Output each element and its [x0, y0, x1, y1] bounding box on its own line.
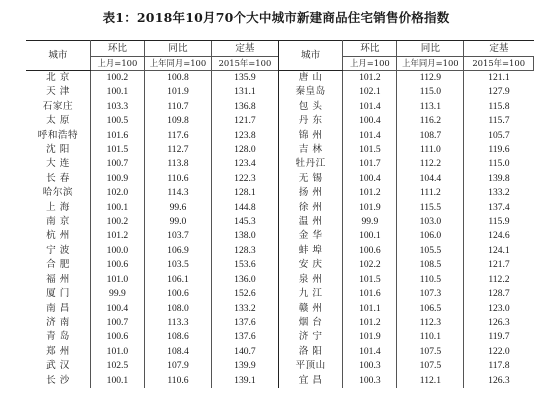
- huanbi-cell: 101.5: [343, 143, 397, 157]
- tongbi-base-left: 上年同月=100: [144, 57, 211, 71]
- tongbi-cell: 108.0: [144, 302, 211, 316]
- tongbi-cell: 112.2: [397, 157, 464, 171]
- table-row: [26, 316, 534, 330]
- huanbi-cell: 101.9: [343, 330, 397, 344]
- dingji-cell: 122.0: [464, 345, 534, 359]
- huanbi-cell: 100.3: [343, 374, 397, 388]
- city-cell: 赣 州: [278, 302, 342, 316]
- city-cell: 烟 台: [278, 316, 342, 330]
- table-row: [26, 186, 534, 200]
- table-row: [26, 302, 534, 316]
- dingji-cell: 122.3: [211, 172, 278, 186]
- table-row: [26, 229, 534, 243]
- dingji-cell: 145.3: [211, 215, 278, 229]
- table-body: [26, 71, 534, 388]
- tongbi-cell: 115.5: [397, 201, 464, 215]
- tongbi-cell: 112.1: [397, 374, 464, 388]
- huanbi-cell: 101.0: [90, 345, 144, 359]
- tongbi-cell: 101.9: [144, 85, 211, 99]
- tongbi-cell: 110.6: [144, 374, 211, 388]
- dingji-base-right: 2015年=100: [464, 57, 534, 71]
- city-cell: 上 海: [26, 201, 90, 215]
- tongbi-cell: 111.0: [397, 143, 464, 157]
- tongbi-base-right: 上年同月=100: [397, 57, 464, 71]
- city-cell: 泉 州: [278, 273, 342, 287]
- city-cell: 哈尔滨: [26, 186, 90, 200]
- huanbi-cell: 101.4: [343, 100, 397, 114]
- dingji-base-left: 2015年=100: [211, 57, 278, 71]
- tongbi-cell: 112.7: [144, 143, 211, 157]
- huanbi-base-right: 上月=100: [343, 57, 397, 71]
- dingji-cell: 128.7: [464, 287, 534, 301]
- huanbi-cell: 100.0: [90, 244, 144, 258]
- tongbi-cell: 106.5: [397, 302, 464, 316]
- table-row: [26, 273, 534, 287]
- table-row: [26, 71, 534, 86]
- tongbi-cell: 113.3: [144, 316, 211, 330]
- tongbi-cell: 113.8: [144, 157, 211, 171]
- city-cell: 呼和浩特: [26, 129, 90, 143]
- tongbi-cell: 112.3: [397, 316, 464, 330]
- dingji-cell: 138.0: [211, 229, 278, 243]
- huanbi-cell: 101.2: [90, 229, 144, 243]
- tongbi-cell: 99.6: [144, 201, 211, 215]
- table-row: [26, 100, 534, 114]
- dingji-cell: 128.1: [211, 186, 278, 200]
- tongbi-cell: 107.5: [397, 359, 464, 373]
- city-cell: 北 京: [26, 71, 90, 86]
- tongbi-cell: 107.9: [144, 359, 211, 373]
- table-header: [26, 41, 534, 71]
- city-cell: 天 津: [26, 85, 90, 99]
- huanbi-cell: 102.0: [90, 186, 144, 200]
- tongbi-cell: 108.5: [397, 258, 464, 272]
- dingji-cell: 137.6: [211, 330, 278, 344]
- huanbi-cell: 100.1: [343, 229, 397, 243]
- table-row: [26, 129, 534, 143]
- table-row: [26, 287, 534, 301]
- tongbi-cell: 100.6: [144, 287, 211, 301]
- dingji-cell: 123.0: [464, 302, 534, 316]
- huanbi-cell: 101.2: [343, 316, 397, 330]
- huanbi-cell: 100.4: [343, 114, 397, 128]
- huanbi-cell: 100.4: [90, 302, 144, 316]
- dingji-cell: 144.8: [211, 201, 278, 215]
- dingji-cell: 119.6: [464, 143, 534, 157]
- city-cell: 合 肥: [26, 258, 90, 272]
- city-cell: 扬 州: [278, 186, 342, 200]
- tongbi-cell: 106.1: [144, 273, 211, 287]
- city-cell: 徐 州: [278, 201, 342, 215]
- tongbi-cell: 107.5: [397, 345, 464, 359]
- huanbi-cell: 101.2: [343, 186, 397, 200]
- city-cell: 包 头: [278, 100, 342, 114]
- dingji-cell: 137.4: [464, 201, 534, 215]
- dingji-cell: 136.8: [211, 100, 278, 114]
- city-cell: 蚌 埠: [278, 244, 342, 258]
- huanbi-cell: 101.6: [90, 129, 144, 143]
- huanbi-cell: 101.5: [343, 273, 397, 287]
- dingji-cell: 124.6: [464, 229, 534, 243]
- city-cell: 郑 州: [26, 345, 90, 359]
- city-cell: 金 华: [278, 229, 342, 243]
- dingji-cell: 124.1: [464, 244, 534, 258]
- city-cell: 青 岛: [26, 330, 90, 344]
- city-header-right: 城市: [278, 41, 342, 71]
- huanbi-cell: 101.5: [90, 143, 144, 157]
- huanbi-cell: 99.9: [343, 215, 397, 229]
- tongbi-cell: 111.2: [397, 186, 464, 200]
- city-cell: 牡丹江: [278, 157, 342, 171]
- table-row: [26, 374, 534, 388]
- city-cell: 无 锡: [278, 172, 342, 186]
- city-cell: 福 州: [26, 273, 90, 287]
- huanbi-cell: 101.9: [343, 201, 397, 215]
- city-cell: 沈 阳: [26, 143, 90, 157]
- table-row: [26, 359, 534, 373]
- tongbi-cell: 114.3: [144, 186, 211, 200]
- dingji-cell: 137.6: [211, 316, 278, 330]
- city-cell: 洛 阳: [278, 345, 342, 359]
- huanbi-cell: 100.4: [343, 172, 397, 186]
- dingji-cell: 127.9: [464, 85, 534, 99]
- dingji-cell: 126.3: [464, 374, 534, 388]
- tongbi-cell: 103.0: [397, 215, 464, 229]
- city-header-left: 城市: [26, 41, 90, 71]
- dingji-cell: 115.0: [464, 157, 534, 171]
- tongbi-cell: 107.3: [397, 287, 464, 301]
- city-cell: 厦 门: [26, 287, 90, 301]
- table-row: [26, 201, 534, 215]
- dingji-cell: 135.9: [211, 71, 278, 86]
- tongbi-cell: 106.9: [144, 244, 211, 258]
- huanbi-cell: 100.3: [343, 359, 397, 373]
- tongbi-cell: 110.7: [144, 100, 211, 114]
- dingji-cell: 115.8: [464, 100, 534, 114]
- tongbi-cell: 108.7: [397, 129, 464, 143]
- city-cell: 温 州: [278, 215, 342, 229]
- tongbi-cell: 100.8: [144, 71, 211, 86]
- dingji-cell: 136.0: [211, 273, 278, 287]
- dingji-cell: 121.1: [464, 71, 534, 86]
- city-cell: 唐 山: [278, 71, 342, 86]
- tongbi-cell: 103.7: [144, 229, 211, 243]
- dingji-cell: 105.7: [464, 129, 534, 143]
- tongbi-cell: 104.4: [397, 172, 464, 186]
- table-row: [26, 258, 534, 272]
- dingji-cell: 139.1: [211, 374, 278, 388]
- tongbi-header-left: 同比: [144, 41, 211, 57]
- dingji-cell: 126.3: [464, 316, 534, 330]
- huanbi-cell: 102.2: [343, 258, 397, 272]
- tongbi-cell: 117.6: [144, 129, 211, 143]
- huanbi-cell: 102.5: [90, 359, 144, 373]
- huanbi-cell: 100.1: [90, 374, 144, 388]
- city-cell: 大 连: [26, 157, 90, 171]
- table-row: [26, 345, 534, 359]
- huanbi-cell: 100.7: [90, 157, 144, 171]
- dingji-cell: 140.7: [211, 345, 278, 359]
- tongbi-cell: 115.0: [397, 85, 464, 99]
- dingji-cell: 123.8: [211, 129, 278, 143]
- table-row: [26, 143, 534, 157]
- tongbi-cell: 109.8: [144, 114, 211, 128]
- city-cell: 秦皇岛: [278, 85, 342, 99]
- huanbi-cell: 100.5: [90, 114, 144, 128]
- dingji-cell: 133.2: [211, 302, 278, 316]
- tongbi-cell: 116.2: [397, 114, 464, 128]
- dingji-cell: 152.6: [211, 287, 278, 301]
- huanbi-cell: 101.4: [343, 129, 397, 143]
- huanbi-cell: 101.7: [343, 157, 397, 171]
- huanbi-header-right: 环比: [343, 41, 397, 57]
- huanbi-cell: 100.6: [90, 330, 144, 344]
- table-row: [26, 85, 534, 99]
- tongbi-header-right: 同比: [397, 41, 464, 57]
- dingji-cell: 115.9: [464, 215, 534, 229]
- dingji-cell: 121.7: [464, 258, 534, 272]
- dingji-cell: 133.2: [464, 186, 534, 200]
- table-row: [26, 172, 534, 186]
- dingji-cell: 119.7: [464, 330, 534, 344]
- dingji-cell: 153.6: [211, 258, 278, 272]
- tongbi-cell: 110.1: [397, 330, 464, 344]
- tongbi-cell: 99.0: [144, 215, 211, 229]
- huanbi-base-left: 上月=100: [90, 57, 144, 71]
- huanbi-cell: 101.2: [343, 71, 397, 86]
- huanbi-cell: 100.6: [90, 258, 144, 272]
- city-cell: 南 昌: [26, 302, 90, 316]
- dingji-cell: 115.7: [464, 114, 534, 128]
- huanbi-cell: 100.7: [90, 316, 144, 330]
- tongbi-cell: 105.5: [397, 244, 464, 258]
- city-cell: 宜 昌: [278, 374, 342, 388]
- dingji-cell: 117.8: [464, 359, 534, 373]
- tongbi-cell: 113.1: [397, 100, 464, 114]
- huanbi-cell: 100.1: [90, 201, 144, 215]
- city-cell: 杭 州: [26, 229, 90, 243]
- huanbi-cell: 101.0: [90, 273, 144, 287]
- city-cell: 武 汉: [26, 359, 90, 373]
- huanbi-cell: 99.9: [90, 287, 144, 301]
- huanbi-cell: 102.1: [343, 85, 397, 99]
- table-row: [26, 244, 534, 258]
- tongbi-cell: 106.0: [397, 229, 464, 243]
- city-cell: 安 庆: [278, 258, 342, 272]
- city-cell: 济 南: [26, 316, 90, 330]
- tongbi-cell: 110.6: [144, 172, 211, 186]
- huanbi-cell: 100.2: [90, 215, 144, 229]
- city-cell: 石家庄: [26, 100, 90, 114]
- table-row: [26, 215, 534, 229]
- huanbi-cell: 101.1: [343, 302, 397, 316]
- city-cell: 太 原: [26, 114, 90, 128]
- price-index-table: [26, 40, 534, 388]
- table-row: [26, 330, 534, 344]
- huanbi-cell: 100.9: [90, 172, 144, 186]
- dingji-cell: 121.7: [211, 114, 278, 128]
- huanbi-cell: 103.3: [90, 100, 144, 114]
- city-cell: 济 宁: [278, 330, 342, 344]
- huanbi-cell: 101.4: [343, 345, 397, 359]
- city-cell: 长 春: [26, 172, 90, 186]
- tongbi-cell: 108.6: [144, 330, 211, 344]
- dingji-cell: 123.4: [211, 157, 278, 171]
- city-cell: 宁 波: [26, 244, 90, 258]
- tongbi-cell: 112.9: [397, 71, 464, 86]
- city-cell: 锦 州: [278, 129, 342, 143]
- dingji-cell: 128.0: [211, 143, 278, 157]
- dingji-header-right: 定基: [464, 41, 534, 57]
- huanbi-cell: 101.6: [343, 287, 397, 301]
- dingji-cell: 128.3: [211, 244, 278, 258]
- tongbi-cell: 108.4: [144, 345, 211, 359]
- city-cell: 长 沙: [26, 374, 90, 388]
- dingji-cell: 139.9: [211, 359, 278, 373]
- huanbi-cell: 100.2: [90, 71, 144, 86]
- city-cell: 南 京: [26, 215, 90, 229]
- city-cell: 平顶山: [278, 359, 342, 373]
- huanbi-cell: 100.6: [343, 244, 397, 258]
- dingji-header-left: 定基: [211, 41, 278, 57]
- city-cell: 吉 林: [278, 143, 342, 157]
- dingji-cell: 131.1: [211, 85, 278, 99]
- huanbi-cell: 100.1: [90, 85, 144, 99]
- huanbi-header-left: 环比: [90, 41, 144, 57]
- table-row: [26, 157, 534, 171]
- city-cell: 丹 东: [278, 114, 342, 128]
- tongbi-cell: 110.5: [397, 273, 464, 287]
- table-row: [26, 114, 534, 128]
- dingji-cell: 112.2: [464, 273, 534, 287]
- tongbi-cell: 103.5: [144, 258, 211, 272]
- dingji-cell: 139.8: [464, 172, 534, 186]
- city-cell: 九 江: [278, 287, 342, 301]
- table-title: 表1：2018年10月70个大中城市新建商品住宅销售价格指数: [102, 10, 450, 25]
